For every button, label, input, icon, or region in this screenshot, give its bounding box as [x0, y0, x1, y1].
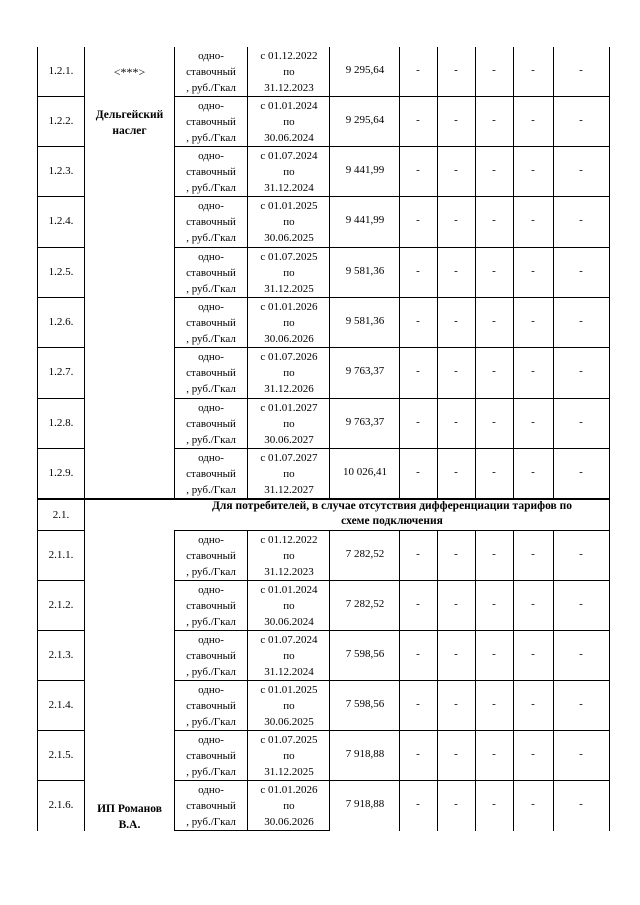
tariff-type: ставочный	[186, 468, 236, 480]
empty-cell: -	[416, 798, 420, 810]
tariff-type: ставочный	[186, 367, 236, 379]
period-start: с 01.01.2024	[260, 100, 318, 112]
row-number: 1.2.3.	[48, 165, 74, 177]
empty-cell: -	[454, 798, 458, 810]
tariff-type: , руб./Гкал	[186, 716, 236, 728]
tariff-type: ставочный	[186, 650, 236, 662]
tariff-type: одно-	[198, 301, 224, 313]
period-end: 30.06.2025	[264, 232, 314, 244]
tariff-type: ставочный	[186, 600, 236, 612]
row-number: 1.2.2.	[48, 115, 74, 127]
empty-cell: -	[454, 416, 458, 428]
empty-cell: -	[579, 265, 583, 277]
period-start: с 01.01.2025	[260, 200, 318, 212]
period-to: по	[283, 66, 295, 78]
empty-cell: -	[492, 748, 496, 760]
grid-line	[174, 448, 610, 449]
grid-line	[37, 730, 84, 731]
grid-line	[37, 297, 84, 298]
period-to: по	[283, 800, 295, 812]
period-to: по	[283, 468, 295, 480]
tariff-type: ставочный	[186, 166, 236, 178]
period-end: 30.06.2024	[264, 132, 314, 144]
empty-cell: -	[492, 798, 496, 810]
grid-line	[174, 580, 610, 581]
empty-cell: -	[416, 466, 420, 478]
period-end: 31.12.2025	[264, 283, 314, 295]
tariff-value: 9 441,99	[345, 164, 385, 176]
period-to: по	[283, 317, 295, 329]
tariff-type: ставочный	[186, 750, 236, 762]
empty-cell: -	[579, 698, 583, 710]
tariff-type: ставочный	[186, 418, 236, 430]
grid-line	[84, 47, 85, 831]
tariff-type: ставочный	[186, 116, 236, 128]
period-start: с 01.01.2024	[260, 584, 318, 596]
row-number: 1.2.1.	[48, 65, 74, 77]
row-number: 1.2.6.	[48, 316, 74, 328]
tariff-type: одно-	[198, 402, 224, 414]
empty-cell: -	[416, 548, 420, 560]
row-number: 2.1.3.	[48, 649, 74, 661]
empty-cell: -	[531, 416, 535, 428]
tariff-type: одно-	[198, 100, 224, 112]
row-number: 2.1.5.	[48, 749, 74, 761]
empty-cell: -	[492, 164, 496, 176]
grid-line	[174, 680, 610, 681]
grid-line	[37, 247, 84, 248]
tariff-type: одно-	[198, 452, 224, 464]
tariff-type: ставочный	[186, 800, 236, 812]
grid-line	[37, 530, 84, 531]
empty-cell: -	[492, 265, 496, 277]
empty-cell: -	[579, 748, 583, 760]
tariff-type: , руб./Гкал	[186, 82, 236, 94]
period-to: по	[283, 116, 295, 128]
empty-cell: -	[454, 114, 458, 126]
period-start: с 01.07.2024	[260, 150, 318, 162]
empty-cell: -	[579, 466, 583, 478]
empty-cell: -	[492, 214, 496, 226]
tariff-type: ставочный	[186, 317, 236, 329]
empty-cell: -	[454, 315, 458, 327]
empty-cell: -	[416, 114, 420, 126]
period-to: по	[283, 166, 295, 178]
tariff-value: 9 441,99	[345, 214, 385, 226]
period-end: 30.06.2025	[264, 716, 314, 728]
tariff-type: , руб./Гкал	[186, 616, 236, 628]
tariff-value: 9 763,37	[345, 416, 385, 428]
empty-cell: -	[531, 214, 535, 226]
org-name: В.А.	[118, 819, 141, 831]
empty-cell: -	[454, 164, 458, 176]
period-start: с 01.01.2027	[260, 402, 318, 414]
empty-cell: -	[416, 748, 420, 760]
empty-cell: -	[416, 365, 420, 377]
tariff-value: 7 282,52	[345, 598, 385, 610]
period-to: по	[283, 267, 295, 279]
tariff-type: одно-	[198, 534, 224, 546]
grid-line	[37, 398, 84, 399]
org-name: ИП Романов	[97, 803, 162, 815]
empty-cell: -	[454, 548, 458, 560]
empty-cell: -	[579, 315, 583, 327]
tariff-type: , руб./Гкал	[186, 132, 236, 144]
empty-cell: -	[579, 798, 583, 810]
row-number: 2.1.6.	[48, 799, 74, 811]
period-to: по	[283, 216, 295, 228]
tariff-type: ставочный	[186, 550, 236, 562]
empty-cell: -	[579, 648, 583, 660]
grid-line	[609, 47, 610, 831]
tariff-value: 7 918,88	[345, 798, 385, 810]
tariff-type: одно-	[198, 734, 224, 746]
period-start: с 01.07.2025	[260, 251, 318, 263]
tariff-value: 9 763,37	[345, 365, 385, 377]
empty-cell: -	[492, 466, 496, 478]
tariff-type: , руб./Гкал	[186, 816, 236, 828]
period-start: с 01.12.2022	[260, 534, 318, 546]
org-marker: <***>	[113, 65, 146, 79]
grid-line	[37, 780, 84, 781]
empty-cell: -	[492, 548, 496, 560]
empty-cell: -	[579, 548, 583, 560]
empty-cell: -	[492, 315, 496, 327]
empty-cell: -	[531, 648, 535, 660]
empty-cell: -	[531, 548, 535, 560]
grid-line	[37, 680, 84, 681]
empty-cell: -	[454, 648, 458, 660]
grid-line	[174, 730, 610, 731]
period-end: 30.06.2024	[264, 616, 314, 628]
tariff-type: одно-	[198, 150, 224, 162]
grid-line	[174, 830, 330, 831]
grid-line	[174, 530, 610, 531]
tariff-type: , руб./Гкал	[186, 434, 236, 446]
empty-cell: -	[579, 214, 583, 226]
row-number: 1.2.9.	[48, 467, 74, 479]
row-number: 1.2.8.	[48, 417, 74, 429]
empty-cell: -	[579, 416, 583, 428]
period-to: по	[283, 418, 295, 430]
grid-line	[174, 96, 610, 97]
tariff-value: 10 026,41	[343, 466, 387, 478]
empty-cell: -	[531, 466, 535, 478]
empty-cell: -	[416, 698, 420, 710]
empty-cell: -	[454, 265, 458, 277]
empty-cell: -	[531, 798, 535, 810]
row-number: 1.2.4.	[48, 215, 74, 227]
empty-cell: -	[492, 598, 496, 610]
tariff-type: , руб./Гкал	[186, 333, 236, 345]
period-end: 31.12.2024	[264, 666, 314, 678]
section-title: Для потребителей, в случае отсутствия дифференциации тарифов по	[212, 500, 572, 512]
empty-cell: -	[492, 114, 496, 126]
empty-cell: -	[454, 365, 458, 377]
tariff-type: , руб./Гкал	[186, 383, 236, 395]
tariff-value: 7 598,56	[345, 648, 385, 660]
period-to: по	[283, 367, 295, 379]
tariff-type: , руб./Гкал	[186, 182, 236, 194]
tariff-type: одно-	[198, 251, 224, 263]
period-start: с 01.07.2026	[260, 351, 318, 363]
grid-line	[37, 196, 84, 197]
empty-cell: -	[531, 114, 535, 126]
empty-cell: -	[454, 466, 458, 478]
empty-cell: -	[454, 214, 458, 226]
tariff-type: одно-	[198, 200, 224, 212]
empty-cell: -	[454, 64, 458, 76]
period-end: 31.12.2023	[264, 566, 314, 578]
grid-line	[174, 146, 610, 147]
section-title: схеме подключения	[341, 515, 443, 527]
empty-cell: -	[579, 64, 583, 76]
period-end: 31.12.2026	[264, 383, 314, 395]
empty-cell: -	[492, 365, 496, 377]
empty-cell: -	[579, 114, 583, 126]
period-start: с 01.12.2022	[260, 50, 318, 62]
period-start: с 01.07.2027	[260, 452, 318, 464]
period-end: 31.12.2025	[264, 766, 314, 778]
grid-line	[174, 398, 610, 399]
empty-cell: -	[531, 265, 535, 277]
grid-line	[174, 347, 610, 348]
tariff-type: ставочный	[186, 216, 236, 228]
grid-line	[174, 196, 610, 197]
empty-cell: -	[531, 64, 535, 76]
grid-line	[37, 448, 84, 449]
empty-cell: -	[492, 648, 496, 660]
tariff-type: ставочный	[186, 66, 236, 78]
row-number: 2.1.1.	[48, 549, 74, 561]
tariff-value: 9 581,36	[345, 265, 385, 277]
tariff-type: , руб./Гкал	[186, 283, 236, 295]
empty-cell: -	[579, 365, 583, 377]
tariff-value: 9 581,36	[345, 315, 385, 327]
grid-line	[174, 297, 610, 298]
tariff-type: , руб./Гкал	[186, 484, 236, 496]
empty-cell: -	[416, 315, 420, 327]
tariff-type: , руб./Гкал	[186, 766, 236, 778]
grid-line	[37, 96, 84, 97]
tariff-type: одно-	[198, 50, 224, 62]
row-number: 1.2.5.	[48, 266, 74, 278]
tariff-type: одно-	[198, 784, 224, 796]
period-end: 31.12.2027	[264, 484, 314, 496]
empty-cell: -	[416, 416, 420, 428]
period-to: по	[283, 700, 295, 712]
empty-cell: -	[416, 64, 420, 76]
grid-line	[37, 630, 84, 631]
empty-cell: -	[531, 365, 535, 377]
grid-line	[37, 580, 84, 581]
period-to: по	[283, 600, 295, 612]
tariff-type: , руб./Гкал	[186, 666, 236, 678]
org-name: наслег	[112, 125, 147, 137]
empty-cell: -	[454, 598, 458, 610]
tariff-value: 7 598,56	[345, 698, 385, 710]
tariff-type: одно-	[198, 584, 224, 596]
row-number: 2.1.2.	[48, 599, 74, 611]
tariff-type: ставочный	[186, 700, 236, 712]
tariff-value: 7 918,88	[345, 748, 385, 760]
period-start: с 01.01.2026	[260, 784, 318, 796]
tariff-value: 9 295,64	[345, 64, 385, 76]
row-number: 1.2.7.	[48, 366, 74, 378]
empty-cell: -	[416, 598, 420, 610]
period-start: с 01.07.2025	[260, 734, 318, 746]
empty-cell: -	[454, 748, 458, 760]
period-end: 30.06.2026	[264, 816, 314, 828]
period-end: 31.12.2024	[264, 182, 314, 194]
org-name: Дельгейский	[95, 109, 164, 121]
period-to: по	[283, 650, 295, 662]
row-number: 2.1.4.	[48, 699, 74, 711]
grid-line	[174, 630, 610, 631]
empty-cell: -	[416, 648, 420, 660]
empty-cell: -	[492, 416, 496, 428]
period-start: с 01.01.2025	[260, 684, 318, 696]
period-start: с 01.07.2024	[260, 634, 318, 646]
empty-cell: -	[579, 164, 583, 176]
period-end: 30.06.2027	[264, 434, 314, 446]
empty-cell: -	[492, 698, 496, 710]
empty-cell: -	[492, 64, 496, 76]
period-start: с 01.01.2026	[260, 301, 318, 313]
tariff-type: , руб./Гкал	[186, 566, 236, 578]
tariff-type: ставочный	[186, 267, 236, 279]
empty-cell: -	[579, 598, 583, 610]
section-number: 2.1.	[52, 509, 70, 521]
grid-line	[174, 247, 610, 248]
tariff-value: 9 295,64	[345, 114, 385, 126]
tariff-type: , руб./Гкал	[186, 232, 236, 244]
period-end: 30.06.2026	[264, 333, 314, 345]
empty-cell: -	[416, 164, 420, 176]
empty-cell: -	[416, 214, 420, 226]
tariff-type: одно-	[198, 684, 224, 696]
empty-cell: -	[416, 265, 420, 277]
empty-cell: -	[531, 164, 535, 176]
period-to: по	[283, 550, 295, 562]
empty-cell: -	[531, 598, 535, 610]
empty-cell: -	[531, 748, 535, 760]
empty-cell: -	[454, 698, 458, 710]
tariff-type: одно-	[198, 351, 224, 363]
period-end: 31.12.2023	[264, 82, 314, 94]
tariff-type: одно-	[198, 634, 224, 646]
grid-line	[37, 347, 84, 348]
empty-cell: -	[531, 315, 535, 327]
tariff-value: 7 282,52	[345, 548, 385, 560]
grid-line	[174, 780, 610, 781]
grid-line	[37, 146, 84, 147]
period-to: по	[283, 750, 295, 762]
empty-cell: -	[531, 698, 535, 710]
